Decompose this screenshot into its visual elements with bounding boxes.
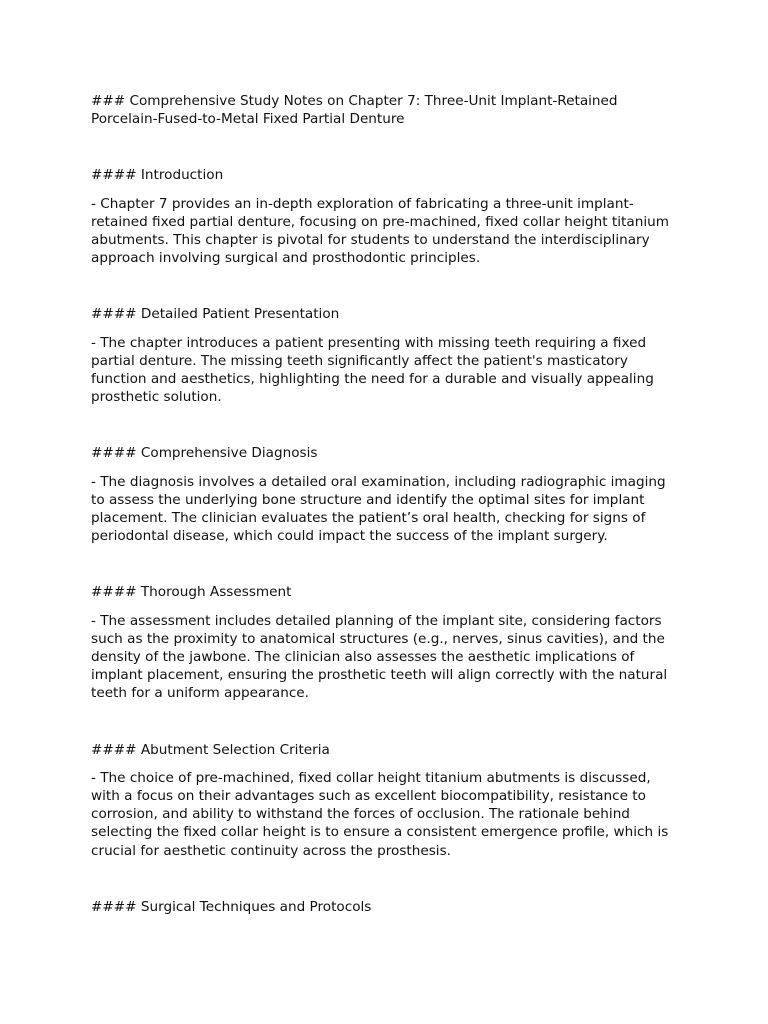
body-line: implant placement, ensuring the prosthetic teeth will align correctly with the natural [91,667,668,684]
section-heading: #### Introduction [91,167,224,184]
body-line: function and aesthetics, highlighting the need for a durable and visually appealing [91,371,654,388]
section-assessment [91,583,691,702]
section-patient-presentation [91,305,691,406]
body-line: - Chapter 7 provides an in-depth exploration of fabricating a three-unit implant- [91,195,634,212]
body-line: selecting the fixed collar height is to ensure a consistent emergence profile, which is [91,824,669,841]
section-body [91,195,691,268]
body-line: - The choice of pre-machined, fixed collar height titanium abutments is discussed, [91,769,651,786]
body-line: prosthetic solution. [91,389,222,406]
body-line: - The chapter introduces a patient presenting with missing teeth requiring a fixed [91,334,647,351]
body-line: retained fixed partial denture, focusing on pre-machined, fixed collar height titanium [91,213,669,230]
section-heading: #### Surgical Techniques and Protocols [91,898,372,915]
body-line: teeth for a uniform appearance. [91,685,309,702]
section-heading: #### Thorough Assessment [91,584,292,601]
section-heading: #### Abutment Selection Criteria [91,741,330,758]
body-line: density of the jawbone. The clinician also assesses the aesthetic implications of [91,649,635,666]
body-line: partial denture. The missing teeth significantly affect the patient's masticatory [91,352,628,369]
body-line: - The diagnosis involves a detailed oral examination, including radiographic imaging [91,473,666,490]
body-line: periodontal disease, which could impact the success of the implant surgery. [91,528,608,545]
section-body [91,473,691,546]
section-introduction [91,166,691,267]
section-heading: #### Detailed Patient Presentation [91,306,340,323]
body-line: - The assessment includes detailed planning of the implant site, considering factors [91,612,662,629]
body-line: abutments. This chapter is pivotal for students to understand the interdisciplinary [91,232,650,249]
document-title [91,92,691,128]
body-line: to assess the underlying bone structure and identify the optimal sites for implant [91,491,645,508]
body-line: such as the proximity to anatomical structures (e.g., nerves, sinus cavities), and the [91,630,665,647]
section-abutment-selection [91,741,691,860]
title-line: Porcelain-Fused-to-Metal Fixed Partial Denture [91,111,405,128]
body-line: crucial for aesthetic continuity across the prosthesis. [91,842,451,859]
section-body [91,334,691,407]
title-line: ### Comprehensive Study Notes on Chapter 7: Three-Unit Implant-Retained [91,93,618,109]
section-diagnosis [91,444,691,545]
section-surgical-techniques [91,898,691,916]
section-body [91,769,691,860]
document-page [91,92,691,926]
body-line: corrosion, and ability to withstand the forces of occlusion. The rationale behind [91,806,630,823]
body-line: placement. The clinician evaluates the patient’s oral health, checking for signs of [91,510,646,527]
section-body [91,612,691,703]
body-line: with a focus on their advantages such as excellent biocompatibility, resistance to [91,788,646,805]
section-heading: #### Comprehensive Diagnosis [91,445,318,462]
body-line: approach involving surgical and prosthodontic principles. [91,250,481,267]
